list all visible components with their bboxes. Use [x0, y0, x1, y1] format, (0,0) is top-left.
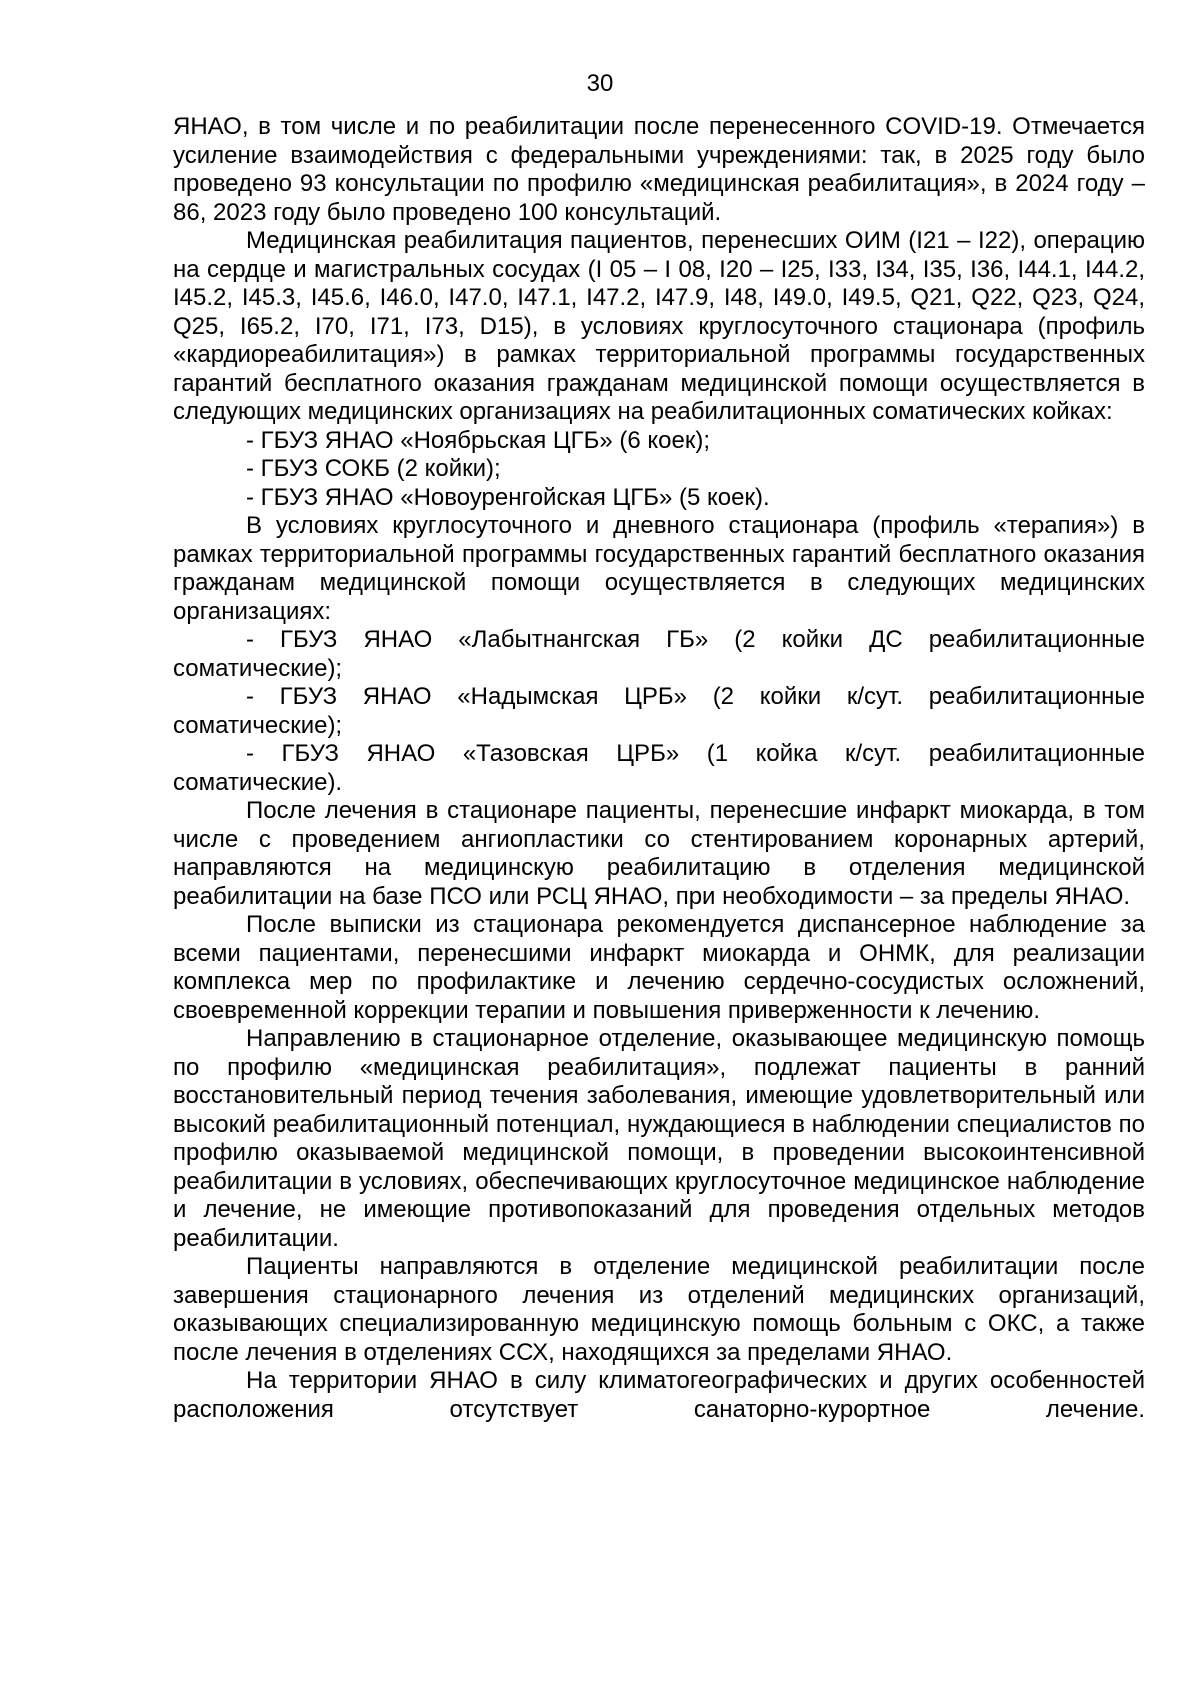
list-item-tazovsky-crb: - ГБУЗ ЯНАО «Тазовская ЦРБ» (1 койка к/сут. реабилитационные соматические).: [173, 740, 1145, 796]
paragraph-therapy-profile: В условиях круглосуточного и дневного стационара (профиль «терапия») в рамках территориальной программы государственных гарантий бесплатного оказания гражданам медицинской помощи осуществляется в следующих медицинских организациях:: [173, 512, 1145, 625]
paragraph-dispensary-observation: После выписки из стационара рекомендуется диспансерное наблюдение за всеми пациентами, перенесшими инфаркт миокарда и ОНМК, для реализации комплекса мер по профилактике и лечению сердечно-сосудистых осложнений, своевременной коррекции терапии и повышения приверженности к лечению.: [173, 911, 1145, 1024]
paragraph-referral-after-treatment: Пациенты направляются в отделение медицинской реабилитации после завершения стационарного лечения из отделений медицинских организаций, оказывающих специализированную медицинскую помощь больным с ОКС, а также после лечения в отделениях ССХ, находящихся за пределами ЯНАО.: [173, 1253, 1145, 1366]
paragraph-sanatorium-absent: На территории ЯНАО в силу климатогеографических и других особенностей расположения отсутствует санаторно-курортное лечение.: [173, 1367, 1145, 1423]
paragraph-referral-criteria: Направлению в стационарное отделение, оказывающее медицинскую помощь по профилю «медицинская реабилитация», подлежат пациенты в ранний восстановительный период течения заболевания, имеющие удовлетворительный или высокий реабилитационный потенциал, нуждающиеся в наблюдении специалистов по профилю оказываемой медицинской помощи, в проведении высокоинтенсивной реабилитации в условиях, обеспечивающих круглосуточное медицинское наблюдение и лечение, не имеющие противопоказаний для проведения отдельных методов реабилитации.: [173, 1025, 1145, 1252]
document-body: [173, 113, 1145, 1424]
list-item-labytnangi-gb: - ГБУЗ ЯНАО «Лабытнангская ГБ» (2 койки ДС реабилитационные соматические);: [173, 626, 1145, 682]
list-item-sokb: - ГБУЗ СОКБ (2 койки);: [246, 455, 501, 482]
list-item-novy-urengoy-cgb: - ГБУЗ ЯНАО «Новоуренгойская ЦГБ» (5 коек).: [246, 483, 770, 511]
paragraph-cardio-rehab-inpatient: Медицинская реабилитация пациентов, перенесших ОИМ (I21 – I22), операцию на сердце и магистральных сосудах (I 05 – I 08, I20 – I25, I33, I34, I35, I36, I44.1, I44.2, I45.2, I45.3, I45.6, I46.0, I47.0, I47.1, I47.2, I47.9, I48, I49.0, I49.5, Q21, Q22, Q23, Q24, Q25, I65.2, I70, I71, I73, D15), в условиях круглосуточного стационара (профиль «кардиореабилитация») в рамках территориальной программы государственных гарантий бесплатного оказания гражданам медицинской помощи осуществляется в следующих медицинских организациях на реабилитационных соматических койках:: [173, 227, 1145, 425]
paragraph-post-mi-referral: После лечения в стационаре пациенты, перенесшие инфаркт миокарда, в том числе с проведением ангиопластики со стентированием коронарных артерий, направляются на медицинскую реабилитацию в отделения медицинской реабилитации на базе ПСО или РСЦ ЯНАО, при необходимости – за пределы ЯНАО.: [173, 797, 1145, 910]
page-number: 30: [586, 70, 614, 97]
paragraph-covid-rehab-consultations: ЯНАО, в том числе и по реабилитации после перенесенного COVID-19. Отмечается усиление взаимодействия с федеральными учреждениями: так, в 2025 году было проведено 93 консультации по профилю «медицинская реабилитация», в 2024 году – 86, 2023 году было проведено 100 консультаций.: [173, 113, 1145, 226]
list-item-noyabrsk-cgb: - ГБУЗ ЯНАО «Ноябрьская ЦГБ» (6 коек);: [246, 426, 711, 454]
list-item-nadym-crb: - ГБУЗ ЯНАО «Надымская ЦРБ» (2 койки к/сут. реабилитационные соматические);: [173, 683, 1145, 739]
